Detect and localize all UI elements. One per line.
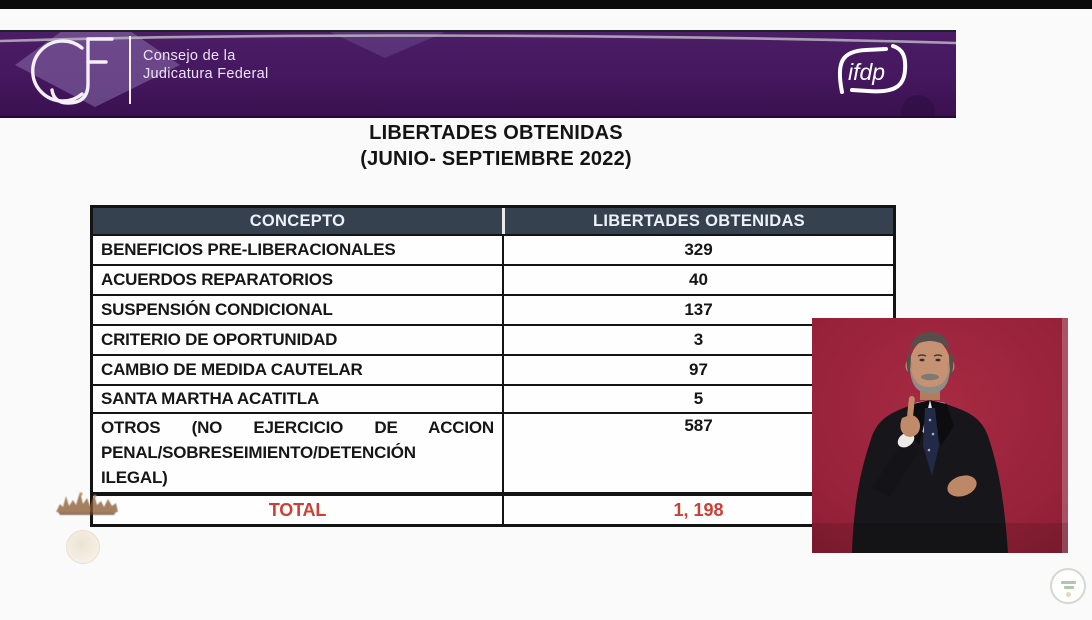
cathedral-watermark-icon (54, 484, 120, 516)
table-row (93, 294, 893, 324)
circle-decor (901, 95, 935, 118)
row-valor: 40 (502, 266, 893, 294)
table-row (93, 384, 893, 412)
libertades-table (90, 205, 896, 527)
total-valor: 1, 198 (502, 496, 893, 524)
interpreter-illustration (812, 318, 1068, 553)
slide-title (246, 120, 746, 172)
row-valor: 3 (502, 326, 893, 354)
badge-text-line (1061, 581, 1076, 584)
row-concepto: ACUERDOS REPARATORIOS (101, 270, 333, 289)
row-concepto: CAMBIO DE MEDIDA CAUTELAR (101, 360, 363, 379)
slide-title-line1: LIBERTADES OBTENIDAS (369, 122, 623, 144)
hand-pointing (900, 415, 920, 437)
edge-light (1062, 318, 1068, 553)
logo-separator (129, 36, 131, 104)
table-row (93, 264, 893, 294)
badge-text-line (1064, 586, 1074, 589)
table-row (93, 354, 893, 384)
table-row-otros (93, 412, 893, 492)
ifdp-logo-text: ifdp (848, 59, 886, 85)
row-concepto (93, 414, 502, 492)
row-valor: 329 (502, 236, 893, 264)
ifdp-logo (840, 46, 905, 92)
row-valor: 137 (502, 296, 893, 324)
letterbox-strip (0, 0, 1092, 9)
table-row (93, 324, 893, 354)
otros-line3: ILEGAL) (101, 468, 168, 487)
seal-watermark-icon (66, 530, 100, 564)
badge-watermark-icon (1050, 568, 1086, 604)
org-name-line2: Judicatura Federal (143, 66, 269, 82)
org-name (143, 47, 269, 83)
sign-language-interpreter-inset (812, 318, 1068, 553)
header-bar (0, 30, 956, 118)
row-concepto: SANTA MARTHA ACATITLA (101, 389, 320, 408)
slide-title-line2: (JUNIO- SEPTIEMBRE 2022) (360, 148, 632, 170)
table-row (93, 234, 893, 264)
row-concepto: SUSPENSIÓN CONDICIONAL (101, 300, 333, 319)
row-valor: 587 (502, 414, 893, 492)
otros-line2: PENAL/SOBRESEIMIENTO/DETENCIÓN (101, 443, 416, 462)
table-total-row (93, 492, 893, 524)
badge-dot (1066, 592, 1071, 597)
row-concepto: BENEFICIOS PRE-LIBERACIONALES (101, 240, 396, 259)
row-valor: 5 (502, 386, 893, 412)
mustache (921, 374, 939, 380)
table-header-row (93, 208, 893, 234)
row-valor: 97 (502, 356, 893, 384)
col-header-libertades: LIBERTADES OBTENIDAS (502, 208, 893, 234)
total-label: TOTAL (268, 499, 327, 520)
col-header-concepto: CONCEPTO (249, 211, 346, 230)
row-concepto: CRITERIO DE OPORTUNIDAD (101, 330, 338, 349)
otros-line1: OTROS (NO EJERCICIO DE ACCION (101, 418, 494, 437)
org-name-line1: Consejo de la (143, 48, 236, 64)
